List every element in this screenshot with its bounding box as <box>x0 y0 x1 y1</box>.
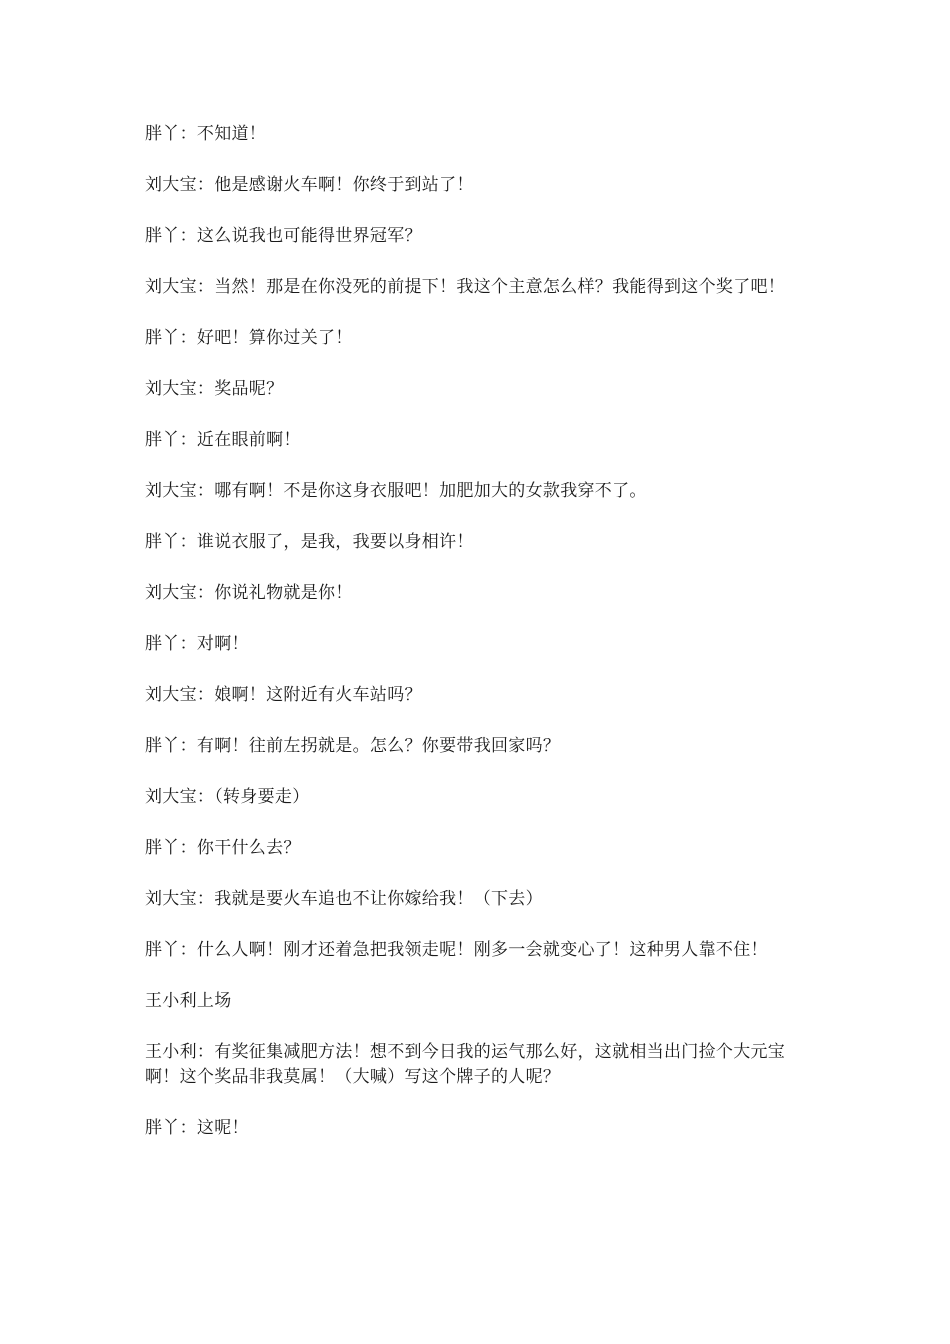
paragraph: 胖丫：谁说衣服了，是我，我要以身相许！ <box>145 532 474 552</box>
document-body <box>145 122 810 1167</box>
paragraph: 胖丫：不知道！ <box>145 124 267 144</box>
paragraph: 胖丫：你干什么去？ <box>145 838 301 858</box>
paragraph: 胖丫：好吧！算你过关了！ <box>145 328 353 348</box>
paragraph: 胖丫：这么说我也可能得世界冠军？ <box>145 226 422 246</box>
paragraph: 王小利：有奖征集减肥方法！想不到今日我的运气那么好，这就相当出门捡个大元宝啊！这个奖品非我莫属！（大喊）写这个牌子的人呢？ <box>145 1042 786 1087</box>
paragraph: 刘大宝：奖品呢？ <box>145 379 284 399</box>
paragraph: 胖丫：这呢！ <box>145 1118 249 1138</box>
paragraph: 刘大宝：当然！那是在你没死的前提下！我这个主意怎么样？我能得到这个奖了吧！ <box>145 277 786 297</box>
paragraph: 刘大宝：娘啊！这附近有火车站吗？ <box>145 685 422 705</box>
paragraph: 胖丫：有啊！往前左拐就是。怎么？你要带我回家吗？ <box>145 736 561 756</box>
paragraph: 胖丫：什么人啊！刚才还着急把我领走呢！刚多一会就变心了！这种男人靠不住！ <box>145 940 768 960</box>
paragraph: 胖丫：近在眼前啊！ <box>145 430 301 450</box>
paragraph: 刘大宝：（转身要走） <box>145 787 310 807</box>
stage-direction: 王小利上场 <box>145 991 232 1011</box>
paragraph: 刘大宝：我就是要火车追也不让你嫁给我！（下去） <box>145 889 543 909</box>
paragraph: 胖丫：对啊！ <box>145 634 249 654</box>
paragraph: 刘大宝：你说礼物就是你！ <box>145 583 353 603</box>
paragraph: 刘大宝：哪有啊！不是你这身衣服吧！加肥加大的女款我穿不了。 <box>145 481 647 501</box>
paragraph: 刘大宝：他是感谢火车啊！你终于到站了！ <box>145 175 474 195</box>
